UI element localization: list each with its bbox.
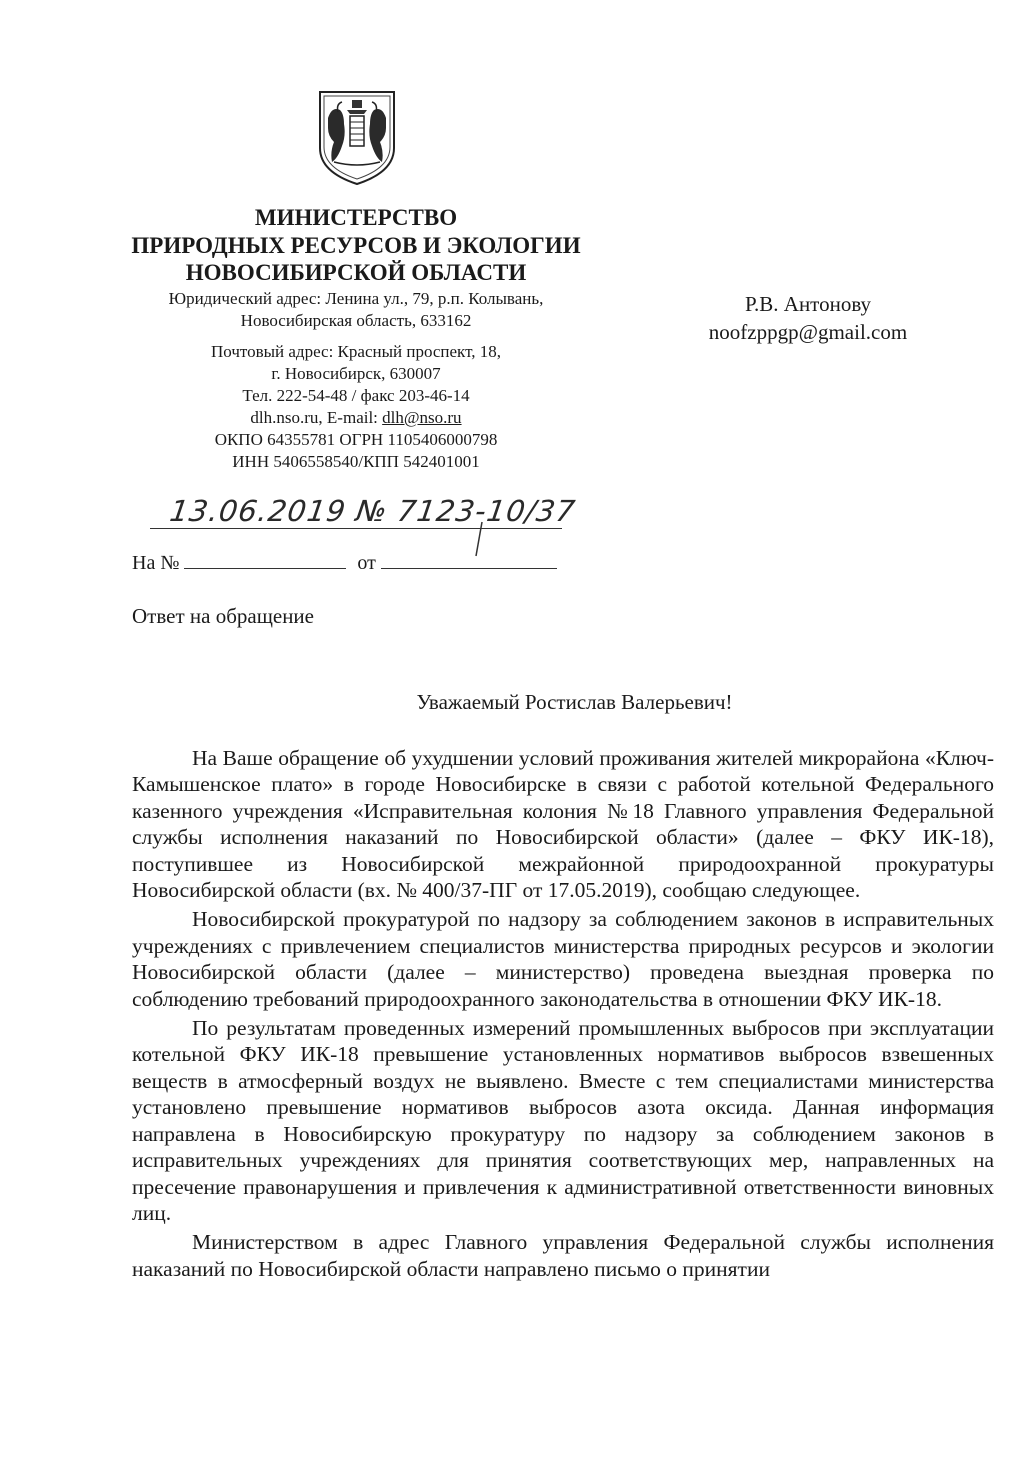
reference-date-label: от [357,552,376,574]
ministry-name-line-1: МИНИСТЕРСТВО [254,205,458,230]
web-email [120,407,592,428]
reference-field [132,550,557,575]
handwritten-registration-number: 13.06.2019 № 7123-10/37 [167,494,578,528]
body-paragraph: Новосибирской прокуратурой по надзору за соблюдением законов в исправительных учреждениях с привлечением специалистов министерства природных ресурсов и экологии Новосибирской области (далее – министерство) проведена выездная проверка по соблюдению требований природоохранного законодательства в отношении ФКУ ИК-18. [132,907,994,1011]
reference-number-blank [184,550,346,569]
postal-address-line-2: г. Новосибирск, 630007 [271,364,441,383]
greeting: Уважаемый Ростислав Валерьевич! [416,690,733,714]
recipient-name: Р.В. Антонову [744,292,872,316]
recipient-email: noofzppgp@gmail.com [708,320,908,344]
phone-fax: Тел. 222-54-48 / факс 203-46-14 [242,386,470,405]
ministry-name-line-2: ПРИРОДНЫХ РЕСУРСОВ И ЭКОЛОГИИ [131,233,581,258]
letter-body [132,745,994,1282]
novosibirsk-coat-of-arms-icon [314,88,400,188]
registration-line [150,528,562,529]
email-link[interactable]: dlh@nso.ru [382,408,462,427]
web-email-prefix: dlh.nso.ru, E-mail: [250,408,383,427]
body-paragraph: На Ваше обращение об ухудшении условий проживания жителей микрорайона «Ключ-Камышенское плато» в городе Новосибирске в связи с работой котельной Федерального казенного учреждения «Исправительная колония №18 Главного управления Федеральной службы исполнения наказаний по Новосибирской области» (далее – ФКУ ИК-18), поступившее из Новосибирской межрайонной природоохранной прокуратуры Новосибирской области (вх. № 400/37-ПГ от 17.05.2019), сообщаю следующее. [132,746,994,903]
reference-number-label: На № [132,552,180,574]
legal-address-line-2: Новосибирская область, 633162 [240,311,472,330]
okpo-ogrn: ОКПО 64355781 ОГРН 1105406000798 [214,430,498,449]
legal-address-line-1: Юридический адрес: Ленина ул., 79, р.п. Колывань, [168,289,544,308]
postal-address-line-1: Почтовый адрес: Красный проспект, 18, [210,342,501,361]
ministry-name-line-3: НОВОСИБИРСКОЙ ОБЛАСТИ [185,260,527,285]
inn-kpp: ИНН 5406558540/КПП 542401001 [232,452,480,471]
subject-line: Ответ на обращение [132,604,314,628]
body-paragraph: Министерством в адрес Главного управления Федеральной службы исполнения наказаний по Новосибирской области направлено письмо о принятии [132,1230,994,1281]
body-paragraph: По результатам проведенных измерений промышленных выбросов при эксплуатации котельной ФКУ ИК-18 превышение установленных нормативов выбросов взвешенных веществ в атмосферный воздух не выявлено. Вместе с тем специалистами министерства установлено превышение нормативов выбросов азота оксида. Данная информация направлена в Новосибирскую прокуратуру по надзору за соблюдением законов в исправительных учреждениях для принятия соответствующих мер, направленных на пресечение правонарушения и привлечения к административной ответственности виновных лиц. [132,1016,994,1225]
reference-date-blank [381,550,557,569]
